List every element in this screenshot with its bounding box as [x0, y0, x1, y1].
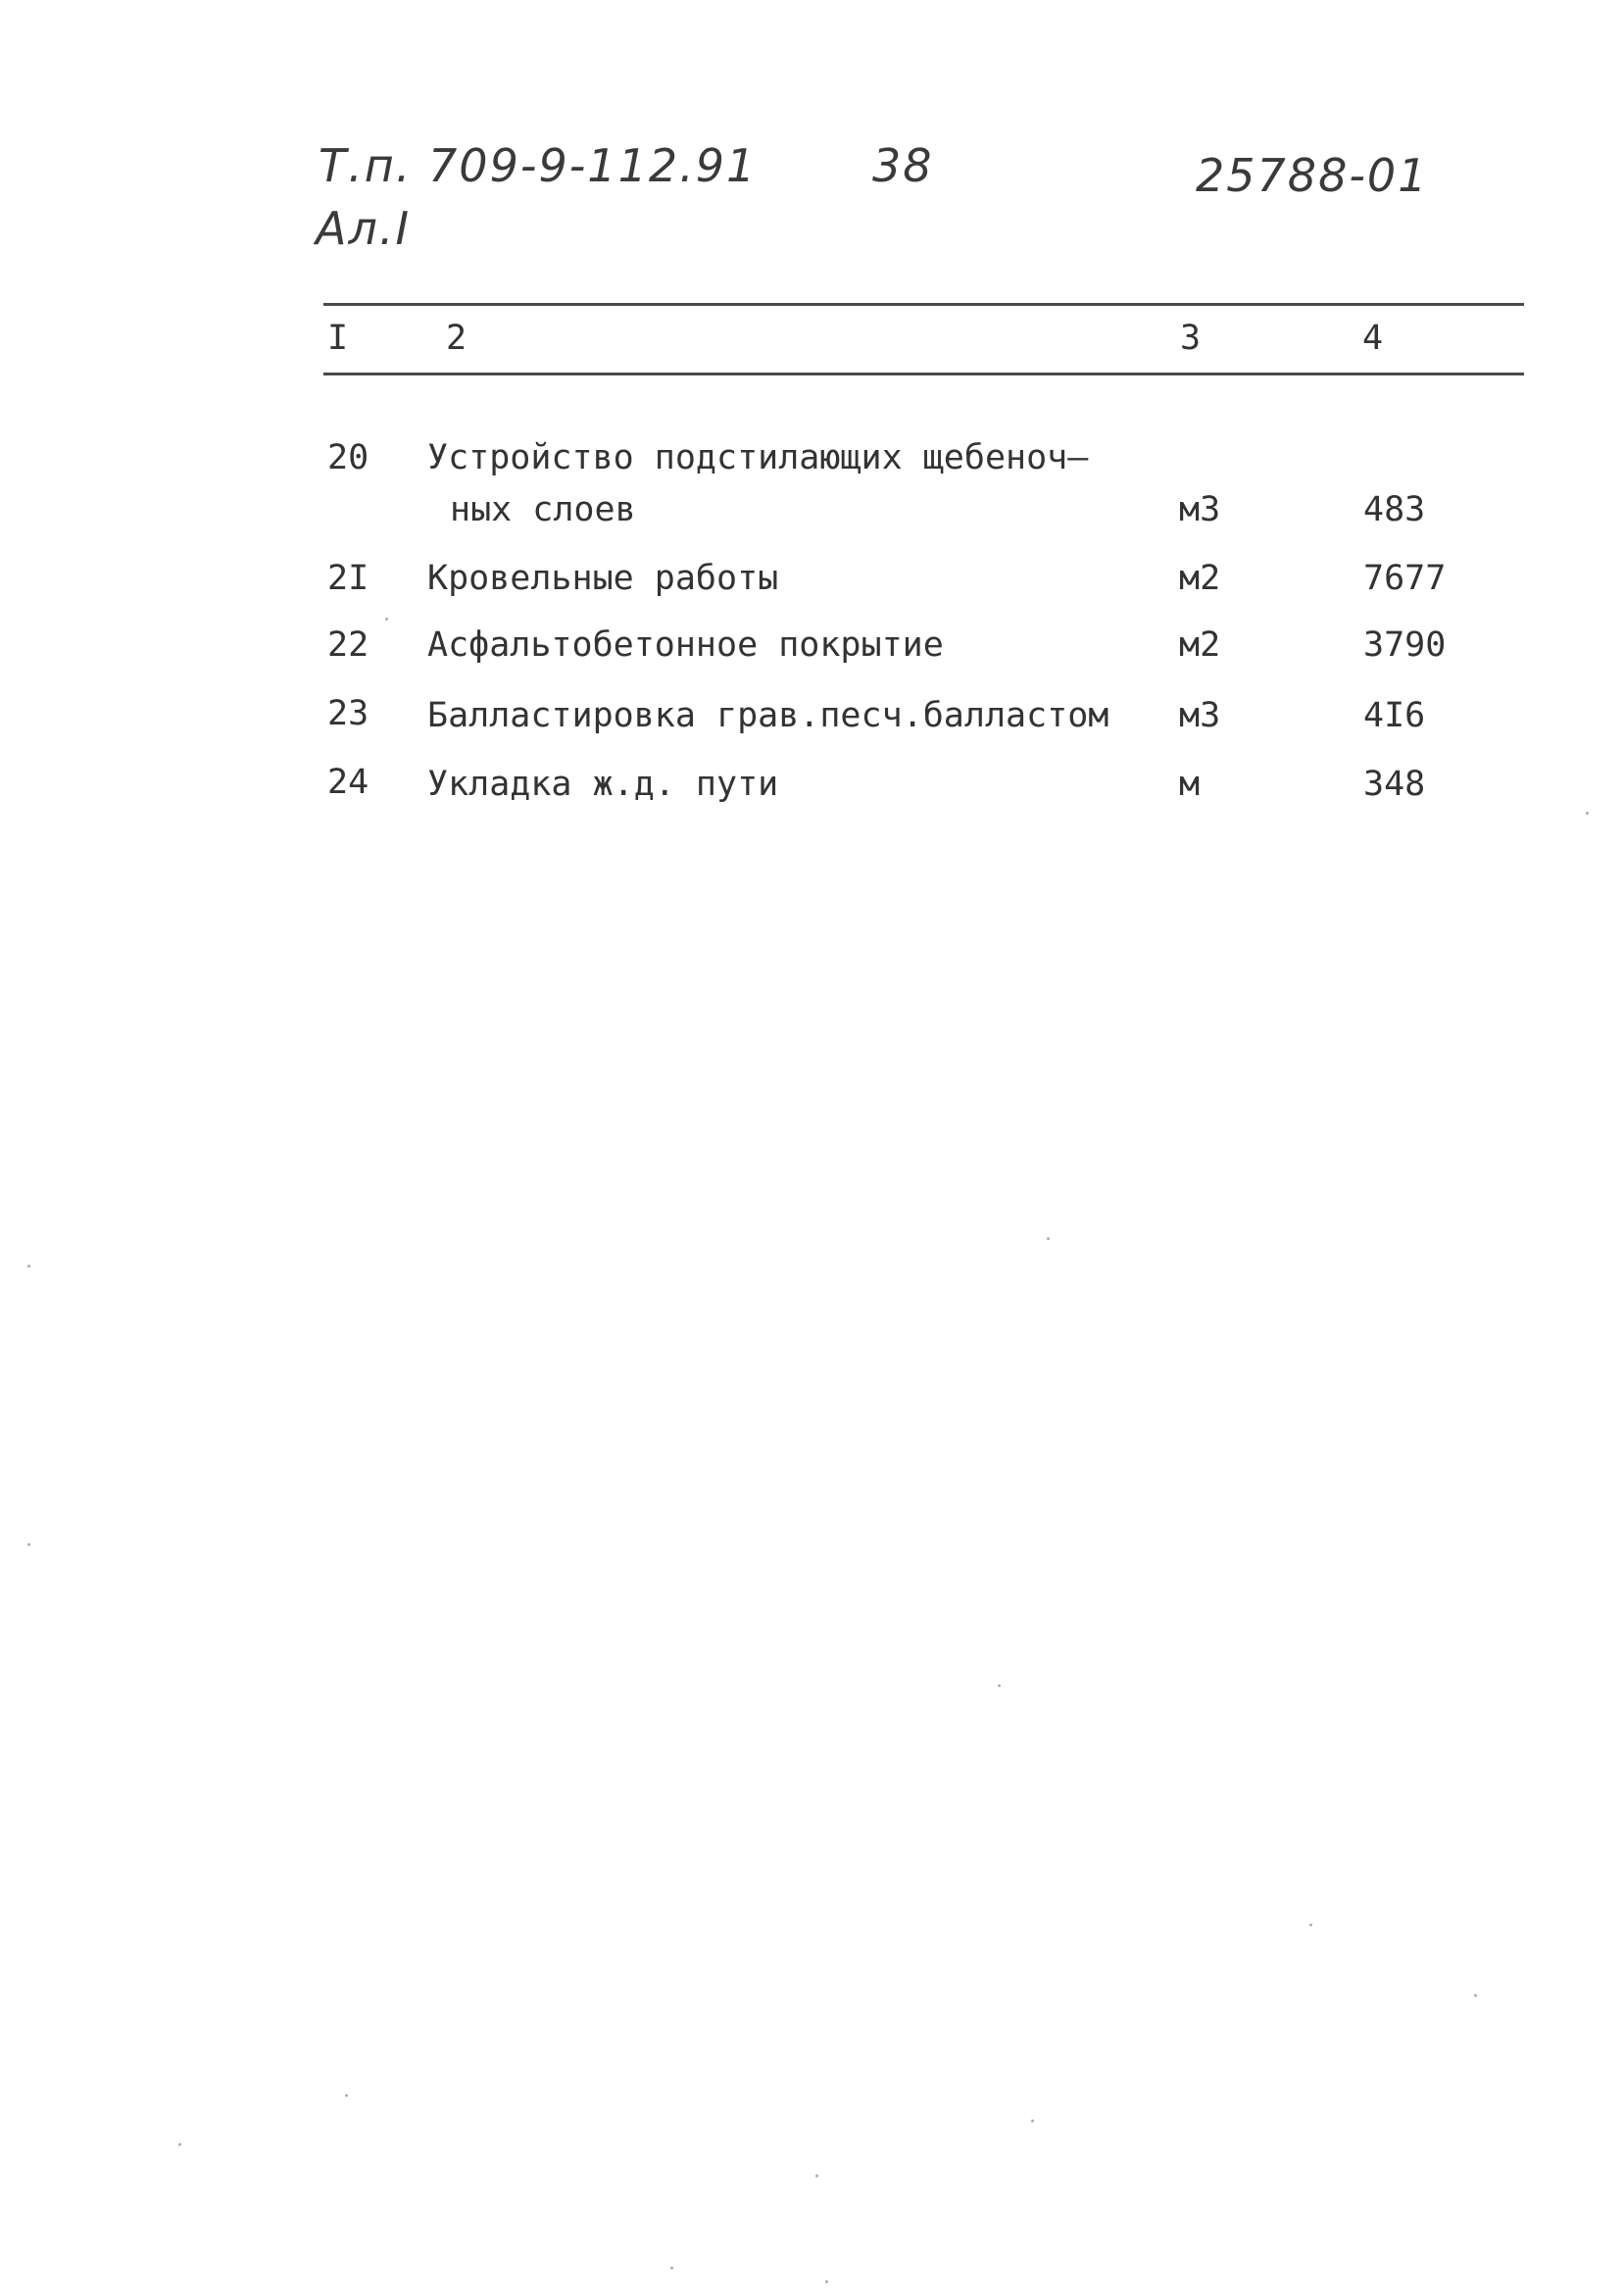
row-number: 24	[327, 763, 369, 802]
column-header-2: 2	[446, 319, 468, 358]
document-code: Т.п. 709-9-112.91	[319, 139, 758, 192]
row-number: 23	[327, 694, 369, 733]
scan-speck	[998, 1684, 1001, 1687]
scan-speck	[1031, 2120, 1034, 2122]
scan-speck	[178, 2143, 181, 2146]
table-top-rule	[323, 303, 1524, 306]
row-quantity: 4I6	[1363, 696, 1426, 735]
album-number: Ал.I	[316, 202, 412, 255]
inventory-number: 25788-01	[1196, 149, 1429, 202]
row-unit: м3	[1179, 490, 1221, 529]
row-unit: м	[1179, 765, 1201, 804]
scan-speck	[385, 618, 388, 621]
row-number: 20	[327, 438, 369, 477]
row-quantity: 348	[1363, 765, 1426, 804]
sheet-number: 38	[872, 139, 934, 192]
row-description: Устройство подстилающих щебеноч–	[427, 438, 1089, 477]
row-description: Кровельные работы	[427, 559, 779, 598]
row-number: 22	[327, 625, 369, 665]
column-header-1: I	[327, 319, 349, 358]
row-description: Укладка ж.д. пути	[427, 765, 779, 804]
row-unit: м2	[1179, 559, 1221, 598]
column-header-3: 3	[1180, 319, 1202, 358]
scan-speck	[345, 2094, 348, 2097]
row-number: 2I	[327, 559, 369, 598]
scan-speck	[670, 2267, 673, 2270]
scan-speck	[825, 2280, 828, 2283]
row-description: Балластировка грав.песч.балластом	[427, 696, 1109, 735]
row-quantity: 7677	[1363, 559, 1447, 598]
row-unit: м2	[1179, 625, 1221, 665]
table-header-bottom-rule	[323, 373, 1524, 375]
scan-speck	[1309, 1923, 1312, 1926]
scan-speck	[27, 1265, 30, 1268]
scan-speck	[1474, 1994, 1477, 1997]
row-description-continued: ных слоев	[450, 490, 636, 529]
row-unit: м3	[1179, 696, 1221, 735]
row-quantity: 3790	[1363, 625, 1447, 665]
scan-speck	[1586, 812, 1589, 815]
row-description: Асфальтобетонное покрытие	[427, 625, 944, 665]
column-header-4: 4	[1362, 319, 1384, 358]
scan-speck	[1047, 1237, 1050, 1240]
scan-speck	[815, 2174, 818, 2177]
scan-speck	[27, 1543, 30, 1546]
row-quantity: 483	[1363, 490, 1426, 529]
